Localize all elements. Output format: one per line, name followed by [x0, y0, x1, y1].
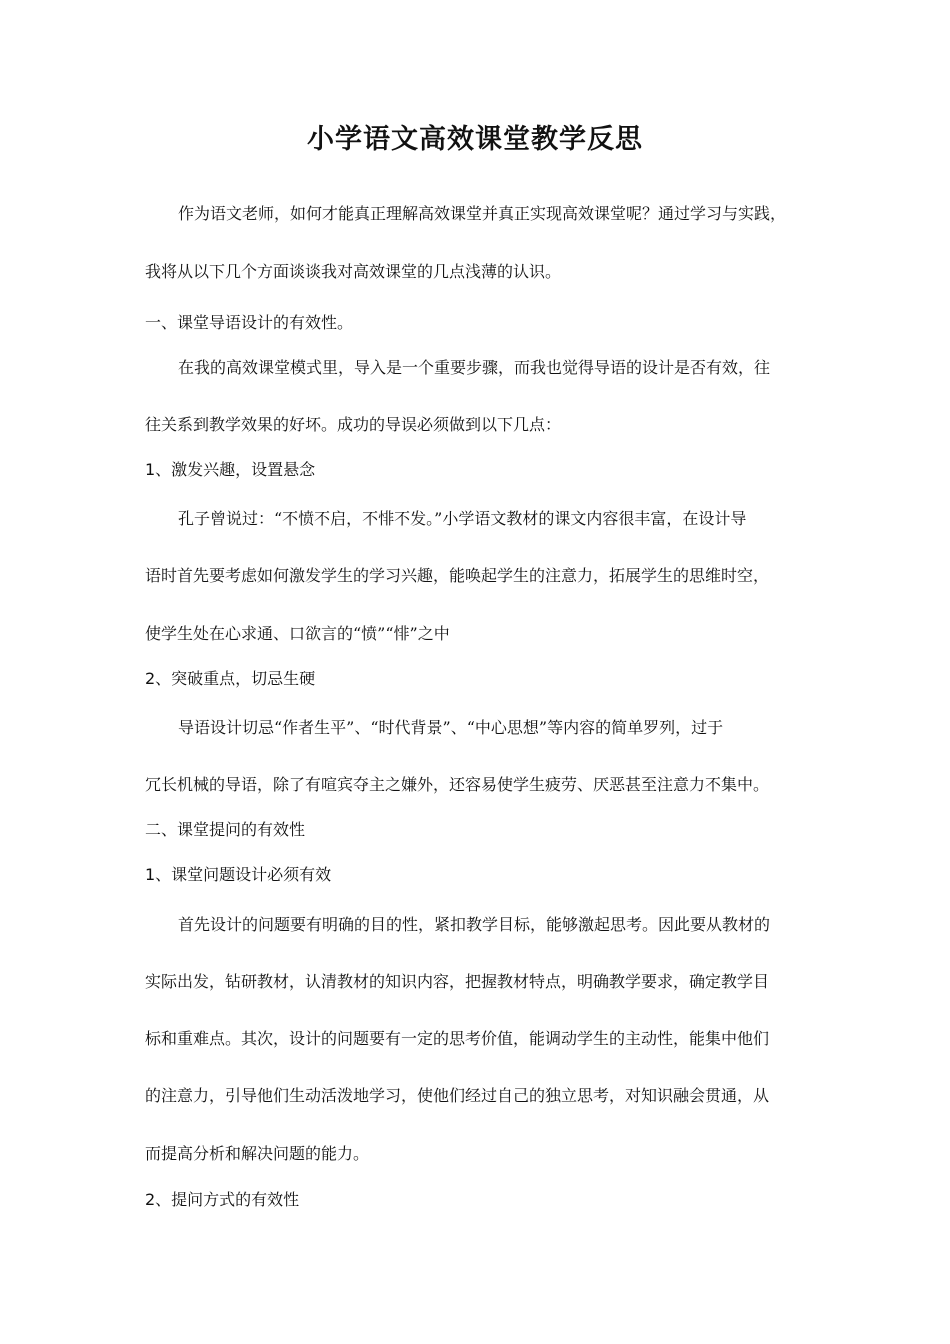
section-heading: 一、课堂导语设计的有效性。 — [145, 313, 354, 332]
subsection-heading: 1、激发兴趣，设置悬念 — [145, 460, 316, 479]
paragraph-line: 使学生处在心求通、口欲言的“愤”“悱”之中 — [145, 624, 450, 643]
section-heading: 二、课堂提问的有效性 — [145, 820, 306, 839]
paragraph-line: 作为语文老师，如何才能真正理解高效课堂并真正实现高效课堂呢？通过学习与实践， — [178, 204, 787, 223]
paragraph-line: 标和重难点。其次，设计的问题要有一定的思考价值，能调动学生的主动性，能集中他们 — [145, 1029, 770, 1048]
subsection-heading: 2、突破重点，切忌生硬 — [145, 669, 316, 688]
paragraph-line: 孔子曾说过：“不愤不启，不悱不发。”小学语文教材的课文内容很丰富，在设计导 — [178, 509, 747, 528]
paragraph-line: 语时首先要考虑如何激发学生的学习兴趣，能唤起学生的注意力，拓展学生的思维时空， — [145, 566, 770, 585]
paragraph-line: 我将从以下几个方面谈谈我对高效课堂的几点浅薄的认识。 — [145, 262, 562, 281]
paragraph-line: 实际出发，钻研教材，认清教材的知识内容，把握教材特点，明确教学要求，确定教学目 — [145, 972, 770, 991]
paragraph-line: 而提高分析和解决问题的能力。 — [145, 1144, 370, 1163]
paragraph-line: 在我的高效课堂模式里，导入是一个重要步骤，而我也觉得导语的设计是否有效，往 — [178, 358, 771, 377]
paragraph-line: 导语设计切忌“作者生平”、“时代背景”、“中心思想”等内容的简单罗列，过于 — [178, 718, 724, 737]
document-title: 小学语文高效课堂教学反思 — [307, 124, 643, 155]
paragraph-line: 往关系到教学效果的好坏。成功的导误必须做到以下几点： — [145, 415, 562, 434]
paragraph-line: 冗长机械的导语，除了有喧宾夺主之嫌外，还容易使学生疲劳、厌恶甚至注意力不集中。 — [145, 775, 770, 794]
subsection-heading: 1、课堂问题设计必须有效 — [145, 865, 332, 884]
paragraph-line: 的注意力，引导他们生动活泼地学习，使他们经过自己的独立思考，对知识融会贯通，从 — [145, 1086, 770, 1105]
paragraph-line: 首先设计的问题要有明确的目的性，紧扣教学目标，能够激起思考。因此要从教材的 — [178, 915, 771, 934]
subsection-heading: 2、提问方式的有效性 — [145, 1190, 300, 1209]
